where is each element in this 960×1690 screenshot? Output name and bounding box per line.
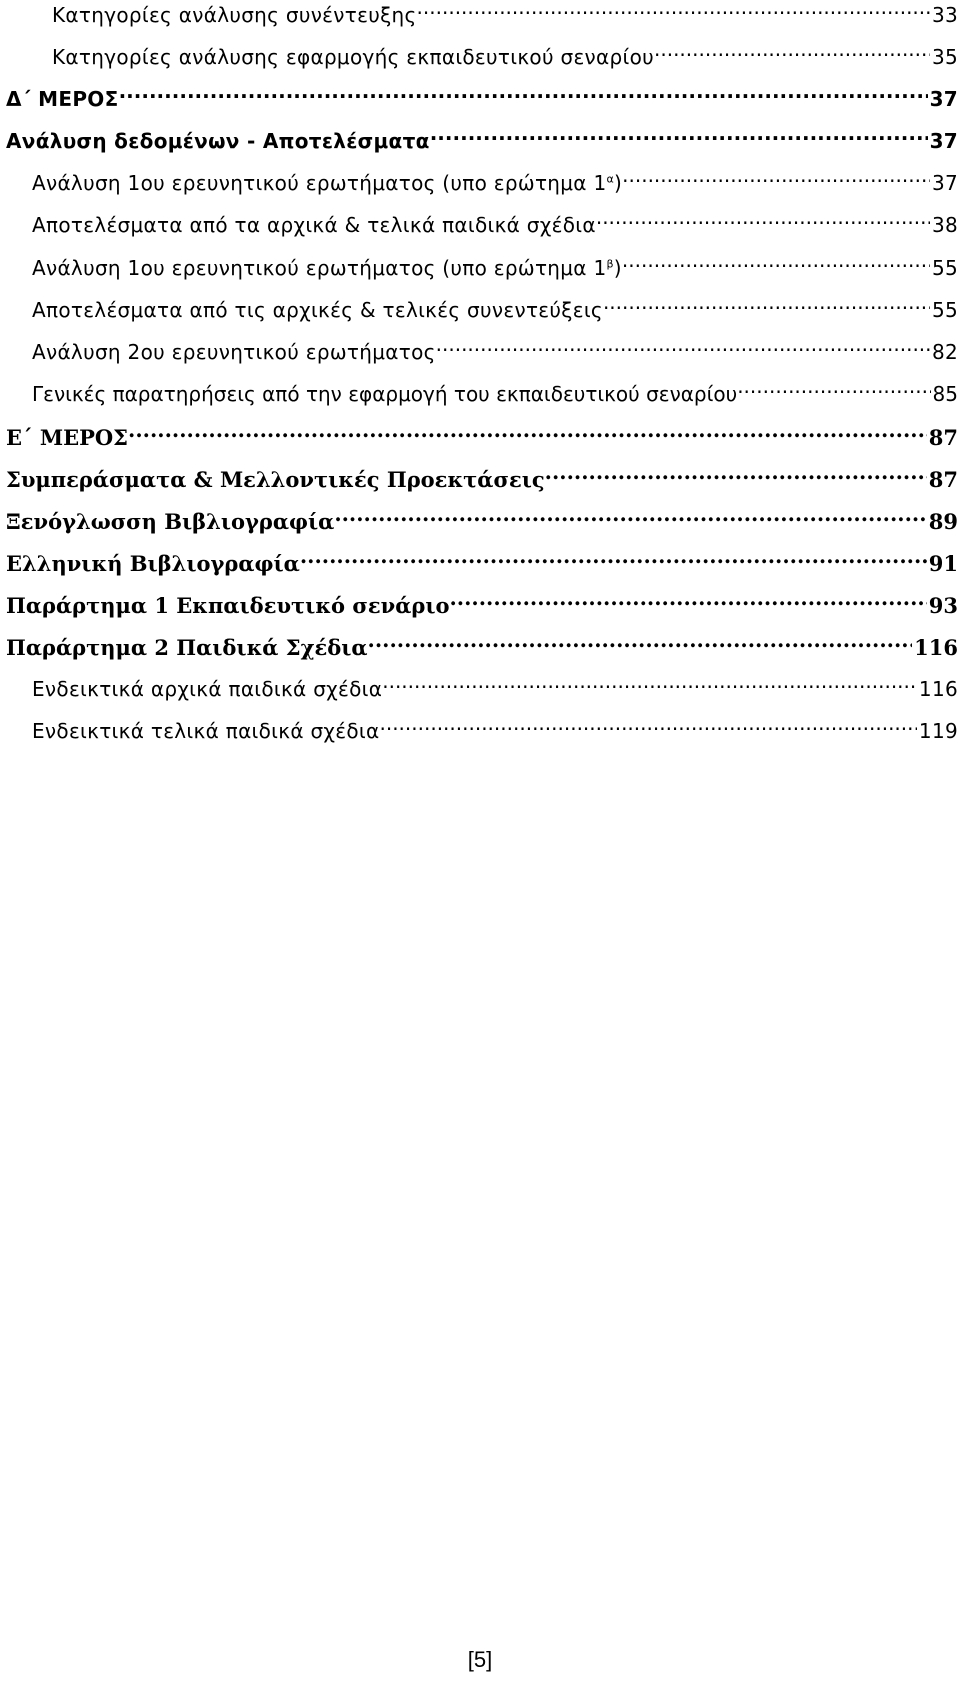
dot-leader [603, 290, 930, 314]
dot-leader [450, 585, 927, 610]
toc-entry[interactable] [6, 585, 958, 625]
dot-leader [596, 205, 930, 229]
toc-entry-title: Αποτελέσματα από τα αρχικά & τελικά παιδικά σχέδια [32, 213, 596, 237]
toc-entry-title: Ανάλυση 1ου ερευνητικού ερωτήματος (υπο ερώτημα $1^\beta$) [32, 256, 622, 280]
toc-entry[interactable] [6, 459, 958, 499]
dot-leader [119, 79, 928, 103]
toc-entry[interactable] [32, 374, 958, 414]
toc-entry[interactable] [32, 163, 958, 203]
dot-leader [300, 543, 927, 568]
toc-entry[interactable] [52, 37, 958, 77]
toc-entry-page: 37 [929, 129, 958, 153]
toc-entry[interactable] [6, 627, 958, 667]
dot-leader [128, 417, 927, 442]
toc-entry-page: 87 [928, 466, 958, 492]
dot-leader [545, 459, 927, 484]
dot-leader [417, 0, 930, 19]
toc-entry-title: Κατηγορίες ανάλυσης εφαρμογής εκπαιδευτικού σεναρίου [52, 45, 654, 69]
dot-leader [737, 374, 930, 398]
toc-entry-page: 85 [932, 382, 958, 406]
dot-leader [622, 248, 930, 272]
toc-entry[interactable] [32, 669, 958, 709]
dot-leader [430, 121, 928, 145]
toc-entry-page: 93 [928, 592, 958, 618]
toc-entry-title: Ε΄ ΜΕΡΟΣ [6, 424, 129, 450]
toc-entry-page: 89 [928, 508, 958, 534]
toc-entry-page: 116 [918, 677, 958, 701]
toc-entry-title: Γενικές παρατηρήσεις από την εφαρμογή του εκπαιδευτικού σεναρίου [32, 382, 738, 406]
toc-entry[interactable] [32, 332, 958, 372]
toc-entry-title: Ξενόγλωσση Βιβλιογραφία [6, 508, 335, 534]
toc-entry-title: Αποτελέσματα από τις αρχικές & τελικές συνεντεύξεις [32, 298, 603, 322]
toc-entry[interactable] [6, 543, 958, 583]
toc-entry-title: Ενδεικτικά αρχικά παιδικά σχέδια [32, 677, 383, 701]
dot-leader [368, 627, 913, 652]
toc-entry[interactable] [6, 501, 958, 541]
toc-entry-title: Ελληνική Βιβλιογραφία [6, 550, 300, 576]
toc-entry[interactable] [32, 205, 958, 245]
toc-entry-title: Ανάλυση 1ου ερευνητικού ερωτήματος (υπο ερώτημα $1^\alpha$) [32, 171, 623, 195]
dot-leader [622, 163, 930, 187]
dot-leader [654, 37, 930, 61]
dot-leader [436, 332, 930, 356]
toc-entry[interactable] [6, 79, 958, 119]
toc-entry-title: Ανάλυση δεδομένων - Αποτελέσματα [6, 129, 430, 153]
toc-entry-page: 35 [931, 45, 958, 69]
toc-entry[interactable] [6, 121, 958, 161]
toc-entry-page: 116 [914, 634, 958, 660]
toc-entry-title: Δ΄ ΜΕΡΟΣ [6, 87, 119, 111]
toc-entry-page: 37 [929, 87, 958, 111]
toc-entry[interactable] [6, 417, 958, 457]
toc-entry[interactable] [32, 711, 958, 751]
toc-entry-title: Ανάλυση 2ου ερευνητικού ερωτήματος [32, 340, 436, 364]
toc-entry[interactable] [52, 0, 958, 35]
dot-leader [334, 501, 926, 526]
toc-entry-page: 55 [931, 256, 958, 280]
toc-entry[interactable] [32, 290, 958, 330]
toc-entry-title: Ενδεικτικά τελικά παιδικά σχέδια [32, 719, 380, 743]
toc-entry-page: 55 [931, 298, 958, 322]
toc-entry-title: Παράρτημα 2 Παιδικά Σχέδια [6, 634, 368, 660]
page-number: [5] [467, 1647, 493, 1672]
toc-entry-page: 38 [931, 213, 958, 237]
toc-entry-page: 33 [931, 3, 958, 27]
toc-entry[interactable] [32, 248, 958, 288]
toc-entry-page: 119 [918, 719, 958, 743]
toc-entry-page: 87 [928, 424, 958, 450]
toc-entry-page: 91 [928, 550, 958, 576]
toc-entry-page: 37 [931, 171, 958, 195]
toc-entry-title: Κατηγορίες ανάλυσης συνέντευξης [52, 3, 417, 27]
toc-entry-page: 82 [931, 340, 958, 364]
dot-leader [382, 669, 917, 693]
toc-entry-title: Συμπεράσματα & Μελλοντικές Προεκτάσεις [6, 466, 545, 492]
toc-entry-title: Παράρτημα 1 Εκπαιδευτικό σενάριο [6, 592, 450, 618]
dot-leader [379, 711, 916, 735]
